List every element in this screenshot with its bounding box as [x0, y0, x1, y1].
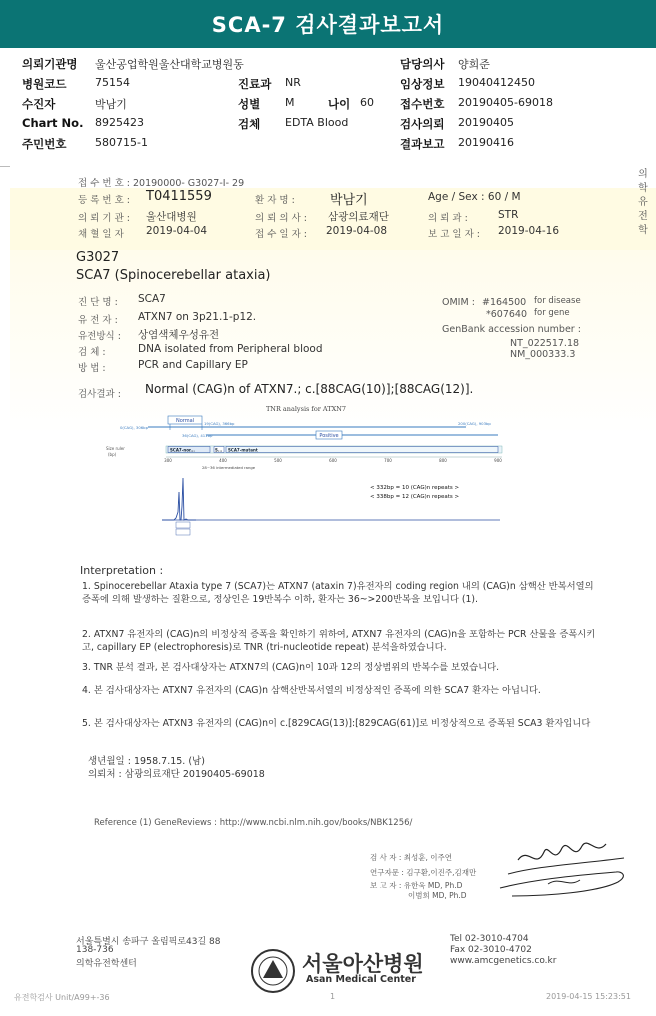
intermediate-range-label: 28~36 intermediated range	[202, 465, 256, 470]
dept-value: STR	[498, 209, 519, 221]
gene-label: 유 전 자 :	[78, 315, 118, 326]
diag-label: 진 단 명 :	[78, 297, 118, 308]
header-value: 8925423	[95, 116, 144, 129]
interpretation-5: 5. 본 검사대상자는 ATXN3 유전자의 (CAG)n이 c.[829CAG(13)]:[829CAG(61)]로 비정상적으로 증폭된 SCA3 환자입니다	[82, 718, 591, 729]
print-footer-left: 유전학검사 Unit/A99+-36	[14, 993, 110, 1002]
interpretation-1: 1. Spinocerebellar Ataxia type 7 (SCA7)는 ATXN7 (ataxin 7)유전자의 coding region 내의 (CAG)n 삼핵산 반복서열의 증폭에 의해 발생하는 질환으로, 정상인은 19반복수 이하, 환자는 36~>200반복을 보입니다 (1).	[82, 581, 594, 605]
header-value: 20190416	[458, 136, 514, 149]
header-value: 60	[360, 96, 374, 109]
normal-label: Normal	[175, 418, 195, 424]
figure-title: TNR analysis for ATXN7	[265, 405, 347, 413]
hospital-name-korean: 서울아산병원	[302, 952, 424, 976]
header-label: 수진자	[22, 97, 56, 111]
header-label: 의뢰기관명	[22, 57, 78, 71]
hospital-name-english: Asan Medical Center	[306, 974, 416, 985]
interpretation-title: Interpretation :	[80, 564, 164, 577]
page-number: 1	[330, 992, 336, 1001]
ruler-tick-label: 300	[164, 458, 172, 463]
patient-value: 박남기	[330, 193, 368, 208]
header-value: 박남기	[95, 98, 127, 111]
header-row	[0, 76, 656, 94]
right-label: 200(CAG), 903bp	[458, 421, 491, 426]
referring-org: 의뢰처 : 삼광의료재단 20190405-69018	[88, 769, 265, 780]
header-value: 580715-1	[95, 136, 148, 149]
interpretation-2: 2. ATXN7 유전자의 (CAG)n의 비정상적 증폭을 확인하기 위하여, ATXN7 유전자의 (CAG)n을 포함하는 PCR 산물을 증폭시키고, capillary EP (electrophoresis)로 TNR (tri-nucleotide repeat) 분석을하였습니다.	[82, 629, 596, 653]
reference: Reference (1) GeneReviews : http://www.ncbi.nlm.nih.gov/books/NBK1256/	[94, 818, 413, 828]
bp-label: (bp)	[108, 452, 117, 457]
receive-value: 2019-04-08	[326, 225, 388, 237]
address-1: 서울특별시 송파구 올림픽로43길 88	[76, 937, 221, 947]
ruler-tick-label: 900	[494, 458, 502, 463]
patient-label: 환 자 명 :	[255, 195, 295, 206]
header-label: 검사의뢰	[400, 117, 445, 131]
segment-label-1: SCA7-nor...	[170, 447, 195, 453]
dept-label: 의 뢰 과 :	[428, 213, 468, 224]
report-title: SCA-7 검사결과보고서	[0, 0, 656, 48]
institution-value: 울산대병원	[146, 211, 197, 223]
address-3: 의학유전학센터	[76, 959, 137, 969]
header-label: 접수번호	[400, 97, 445, 111]
inherit-value: 상염색체우성유전	[138, 329, 220, 341]
fax: Fax 02-3010-4702	[450, 945, 532, 955]
header-value: 75154	[95, 76, 130, 89]
collect-label: 채 혈 일 자	[78, 229, 124, 240]
header-value: 울산공업학원울산대학교병원동	[95, 58, 244, 71]
peak-label-box	[176, 529, 190, 535]
test-code: G3027	[76, 250, 120, 265]
header-label: 주민번호	[22, 137, 67, 151]
left-label-2: 19(CAG), 366bp	[204, 421, 235, 426]
header-value: 양희준	[458, 58, 490, 71]
interpretation-4: 4. 본 검사대상자는 ATXN7 유전자의 (CAG)n 삼핵산반복서열의 비정상적인 증폭에 의한 SCA7 환자는 아닙니다.	[82, 685, 541, 696]
left-label-1: 0(CAG), 306bp	[120, 425, 148, 430]
institution-label: 의 뢰 기 관 :	[78, 213, 130, 224]
website: www.amcgenetics.co.kr	[450, 956, 557, 966]
header-label: 결과보고	[400, 137, 445, 151]
size-ruler-label: Size ruler	[106, 446, 125, 451]
result-value: Normal (CAG)n of ATXN7.; c.[88CAG(10)];[88CAG(12)].	[145, 382, 474, 396]
specimen-value: DNA isolated from Peripheral blood	[138, 343, 323, 355]
header-label: 검체	[238, 117, 261, 131]
method-value: PCR and Capillary EP	[138, 359, 248, 371]
header-row	[0, 136, 656, 154]
tnr-analysis-figure	[106, 402, 506, 536]
header-label: 나이	[328, 97, 351, 111]
date-of-birth: 생년월일 : 1958.7.15. (남)	[88, 756, 205, 767]
header-label: Chart No.	[22, 116, 84, 130]
genbank-1: NT_022517.18	[510, 338, 580, 349]
age-sex: Age / Sex : 60 / M	[428, 191, 521, 203]
diag-value: SCA7	[138, 293, 166, 305]
specimen-label: 검 체 :	[78, 347, 106, 358]
doctor-label: 의 뢰 의 사 :	[255, 213, 307, 224]
header-label: 병원코드	[22, 77, 67, 91]
doctor-value: 삼광의료재단	[328, 211, 389, 223]
ruler-tick-label: 400	[219, 458, 227, 463]
header-label: 임상정보	[400, 77, 445, 91]
omim-disease: #164500	[482, 297, 527, 308]
signer-1: 검 사 자 : 최성훈, 이주연	[370, 853, 453, 862]
report-header	[0, 48, 656, 167]
reg-value: T0411559	[146, 189, 212, 204]
reg-label: 등 록 번 호 :	[78, 195, 130, 206]
omim-disease-note: for disease	[534, 296, 581, 306]
genbank-2: NM_000333.3	[510, 349, 576, 360]
asan-foundation-logo	[250, 948, 296, 994]
ruler-tick-label: 600	[329, 458, 337, 463]
telephone: Tel 02-3010-4704	[450, 934, 529, 944]
genbank-label: GenBank accession number :	[442, 324, 581, 335]
peak-label-box	[176, 522, 190, 528]
address-2: 138-736	[76, 945, 114, 955]
header-row	[0, 56, 656, 74]
receive-label: 접 수 일 자 :	[255, 229, 307, 240]
signer-3: 보 고 자 : 유한욱 MD, Ph.D	[370, 881, 463, 890]
scanned-report	[10, 166, 656, 1016]
header-value: EDTA Blood	[285, 116, 349, 129]
collect-value: 2019-04-04	[146, 225, 208, 237]
trace-peaks	[162, 478, 196, 520]
test-name: SCA7 (Spinocerebellar ataxia)	[76, 268, 271, 283]
peak-annotation-1: < 332bp = 10 (CAG)n repeats >	[370, 485, 460, 491]
header-value: 20190405-69018	[458, 96, 553, 109]
signer-2: 연구자문 : 김구환,이진주,김재만	[370, 868, 477, 877]
mutant-segment	[226, 447, 498, 453]
accession-number: 접 수 번 호 : 20190000- G3027-I- 29	[78, 178, 245, 189]
print-timestamp: 2019-04-15 15:23:51	[546, 992, 631, 1001]
ruler-tick-label: 700	[384, 458, 392, 463]
peak-annotation-2: < 338bp = 12 (CAG)n repeats >	[370, 494, 460, 500]
header-value: 19040412450	[458, 76, 535, 89]
header-value: M	[285, 96, 295, 109]
left-label-3: 36(CAG), 411bp	[182, 433, 213, 438]
omim-gene-note: for gene	[534, 308, 570, 318]
segment-label-3: SCA7-mutant	[228, 447, 258, 453]
department-vertical-label: 의학유전학	[638, 169, 648, 236]
header-value: NR	[285, 76, 301, 89]
method-label: 방 법 :	[78, 363, 106, 374]
header-label: 진료과	[238, 77, 272, 91]
ruler-ticks	[164, 458, 502, 463]
positive-label: Positive	[319, 433, 339, 439]
report-date-value: 2019-04-16	[498, 225, 560, 237]
header-label: 담당의사	[400, 57, 445, 71]
omim-gene: *607640	[486, 309, 528, 320]
omim-label: OMIM :	[442, 297, 475, 308]
interpretation-3: 3. TNR 분석 결과, 본 검사대상자는 ATXN7의 (CAG)n이 10과 12의 정상범위의 반복수를 보였습니다.	[82, 662, 500, 673]
header-row	[0, 116, 656, 134]
segment-label-2: S...	[215, 447, 223, 453]
header-value: 20190405	[458, 116, 514, 129]
report-date-label: 보 고 일 자 :	[428, 229, 480, 240]
signature-image	[488, 826, 638, 904]
header-row	[0, 96, 656, 114]
gene-value: ATXN7 on 3p21.1-p12.	[138, 311, 257, 323]
header-label: 성별	[238, 97, 261, 111]
inherit-label: 유전방식 :	[78, 331, 121, 342]
result-label: 검사결과 :	[78, 389, 121, 400]
ruler-tick-label: 800	[439, 458, 447, 463]
signer-4: 이범희 MD, Ph.D	[408, 891, 467, 900]
ruler-tick-label: 500	[274, 458, 282, 463]
